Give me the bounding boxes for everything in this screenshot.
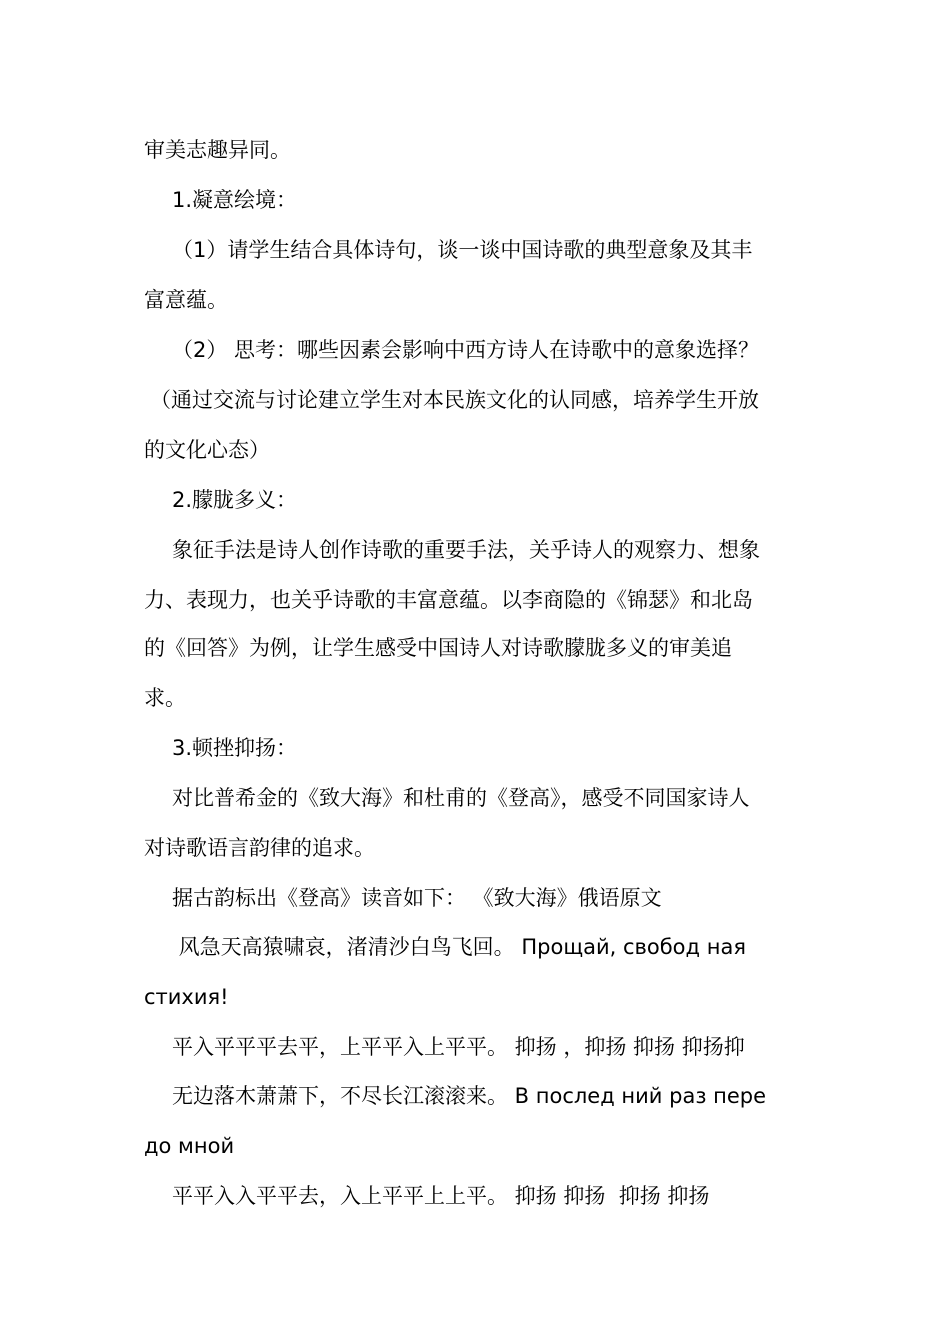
poem-line: 无边落木萧萧下，不尽长江滚滚来。 В послед ний раз пере bbox=[172, 1084, 767, 1108]
text-line: 据古韵标出《登高》读音如下： 《致大海》俄语原文 bbox=[172, 886, 662, 910]
text-line: （1）请学生结合具体诗句，谈一谈中国诗歌的典型意象及其丰 bbox=[172, 238, 753, 262]
text-line: 审美志趣异同。 bbox=[144, 138, 291, 162]
text-line: 的《回答》为例，让学生感受中国诗人对诗歌朦胧多义的审美追 bbox=[144, 636, 732, 660]
poem-line: 风急天高猿啸哀，渚清沙白鸟飞回。 Прощай, свобод ная bbox=[172, 935, 746, 959]
text-line: （2） 思考：哪些因素会影响中西方诗人在诗歌中的意象选择？ bbox=[172, 338, 760, 362]
text-line: 对比普希金的《致大海》和杜甫的《登高》，感受不同国家诗人 bbox=[172, 786, 750, 810]
poem-line: стихия! bbox=[144, 985, 229, 1009]
section-heading-3: 3.顿挫抑扬： bbox=[172, 736, 298, 760]
text-line: 象征手法是诗人创作诗歌的重要手法，关乎诗人的观察力、想象 bbox=[172, 538, 760, 562]
section-heading-2: 2.朦胧多义： bbox=[172, 488, 298, 512]
text-line: 力、表现力，也关乎诗歌的丰富意蕴。以李商隐的《锦瑟》和北岛 bbox=[144, 588, 753, 612]
text-line: （通过交流与讨论建立学生对本民族文化的认同感，培养学生开放 bbox=[150, 388, 759, 412]
tone-line: 平平入入平平去，入上平平上上平。 抑扬 抑扬 抑扬 抑扬 bbox=[172, 1184, 710, 1208]
text-line: 的文化心态） bbox=[144, 438, 270, 462]
text-line: 对诗歌语言韵律的追求。 bbox=[144, 836, 375, 860]
text-line: 富意蕴。 bbox=[144, 288, 228, 312]
section-heading-1: 1.凝意绘境： bbox=[172, 188, 298, 212]
text-line: 求。 bbox=[144, 686, 186, 710]
poem-line: до мной bbox=[144, 1134, 235, 1158]
tone-line: 平入平平平去平，上平平入上平平。 抑扬 ，抑扬 抑扬 抑扬抑 bbox=[172, 1035, 745, 1059]
